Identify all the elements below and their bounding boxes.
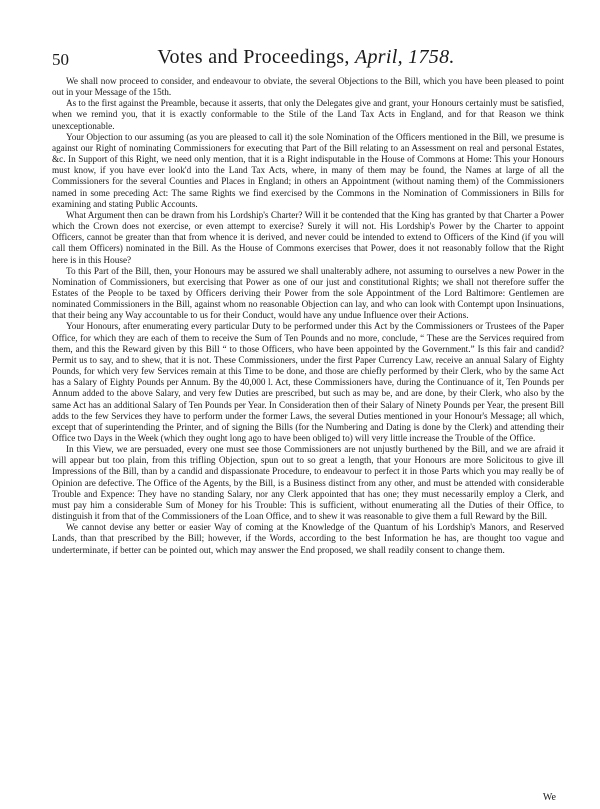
- paragraph: To this Part of the Bill, then, your Honours may be assured we shall unalterably adhere, not assuming to ourselves a new Power in the Nomination of Commissioners, but exercising that Power as one of our just and constitutional Rights; we shall not therefore suffer the Estates of the People to be taxed by Officers deriving their Power from the sole Appointment of the Lord Baltimore: Gentlemen are nominated Commissioners in the Bill, against whom no reasonable Objection can lay, and who can look with Contempt upon Insinuations, that their being any Way accountable to us for their Conduct, would have any undue Influence over their Actions.: [52, 265, 564, 321]
- paragraph: In this View, we are persuaded, every one must see those Commissioners are not unjustly burthened by the Bill, and we are afraid it will appear but too plain, from this trifling Objection, spun out to so great a length, that your Honours are more Solicitous to give ill Impressions of the Bill, than by a candid and dispassionate Procedure, to endeavour to perfect it in those Parts which you may really be of Opinion are defective. The Office of the Agents, by the Bill, is a Business distinct from any other, and must be attended with considerable Trouble and Expence: They have no standing Salary, nor any Clerk appointed that has one; they must necessarily employ a Clerk, and must pay him a considerable Sum of Money for his Trouble: This is sufficient, without enumerating all the Duties of their Office, to distinguish it from that of the Commissioners of the Loan Office, and to shew it was reasonable to give them a full Reward by the Bill.: [52, 444, 564, 522]
- paragraph: As to the first against the Preamble, because it asserts, that only the Delegates give and grant, your Honours certainly must be satisfied, when we remind you, that it is exactly conformable to the Stile of the Land Tax Acts in England, and for that Reason we think unexceptionable.: [52, 98, 564, 131]
- page-header: [52, 46, 560, 70]
- paragraph: We cannot devise any better or easier Way of coming at the Knowledge of the Quantum of his Lordship's Manors, and Reserved Lands, than that prescribed by the Bill; however, if the Words, according to the best Information he has, are thought too vague and underterminate, if better can be pointed out, which may answer the End proposed, we shall readily consent to change them.: [52, 522, 564, 555]
- page-number: 50: [52, 50, 69, 69]
- paragraph: What Argument then can be drawn from his Lordship's Charter? Will it be contended that the King has granted by that Charter a Power which the Crown does not exercise, or even attempt to exercise? Surely it will not. His Lordship's Power by the Charter to appoint Officers, cannot be greater than that from whence it is derived, and never could be intended to extend to Officers of the Kind (if you will call them Officers) nominated in the Bill. As the House of Commons exercises that Power, does it not reasonably follow that the Right here is in this House?: [52, 209, 564, 265]
- paragraph: Your Objection to our assuming (as you are pleased to call it) the sole Nomination of the Officers mentioned in the Bill, we presume is against our Right of nominating Commissioners for executing that Part of the Bill relating to an Assessment on real and personal Estates, &c. In Support of this Right, we need only mention, that it is a Right indisputable in the House of Commons at Home: This your Honours must know, if you have ever look'd into the Land Tax Acts, where, in many of them may be found, the Names at large of all the Commissioners for the several Counties and Places in England; in others an Appointment (without naming them) of the Commissioners named in some preceding Act: The same Rights we find exercised by the Commons in the Nomination of Commissioners in Bills for examining and stating Public Accounts.: [52, 131, 564, 209]
- body-text: [52, 76, 564, 556]
- title-date: April, 1758.: [354, 46, 455, 68]
- paragraph: We shall now proceed to consider, and endeavour to obviate, the several Objections to the Bill, which you have been pleased to point out in your Message of the 15th.: [52, 76, 564, 98]
- page-title: [52, 46, 560, 69]
- catchword: We: [542, 792, 556, 803]
- paragraph: Your Honours, after enumerating every particular Duty to be performed under this Act by the Commissioners or Trustees of the Paper Office, for which they are each of them to receive the Sum of Ten Pounds and no more, conclude, “ These are the Services required from them, and this the Reward given by this Bill “ to those Officers, who have been appointed by the Government.” Is this fair and candid? Permit us to say, and to shew, that it is not. These Commissioners, under the first Paper Currency Law, receive an annual Salary of Eighty Pounds, for which very few Services remain at this Time to be done, and those are chiefly performed by their Clerk, who by the same Act has a Salary of Eighty Pounds per Annum. By the 40,000 l. Act, these Commissioners have, during the Continuance of it, Ten Pounds per Annum added to the above Salary, and very few Duties are prescribed, but such as may be, and are done, by their Clerk, who also by the same Act has an additional Salary of Ten Pounds per Year. In Consideration then of their Salary of Ninety Pounds per Year, the present Bill adds to the few Services they have to perform under the former Laws, the several Duties mentioned in your Honour's Message; all which, except that of superintending the Printer, and of signing the Bills (for the Numbering and Dating is done by the Clerk) and attending their Office two Days in the Week (which they ought long ago to have been obliged to) will very little increase the Trouble of the Office.: [52, 321, 564, 443]
- title-main: Votes and Proceedings,: [157, 46, 350, 68]
